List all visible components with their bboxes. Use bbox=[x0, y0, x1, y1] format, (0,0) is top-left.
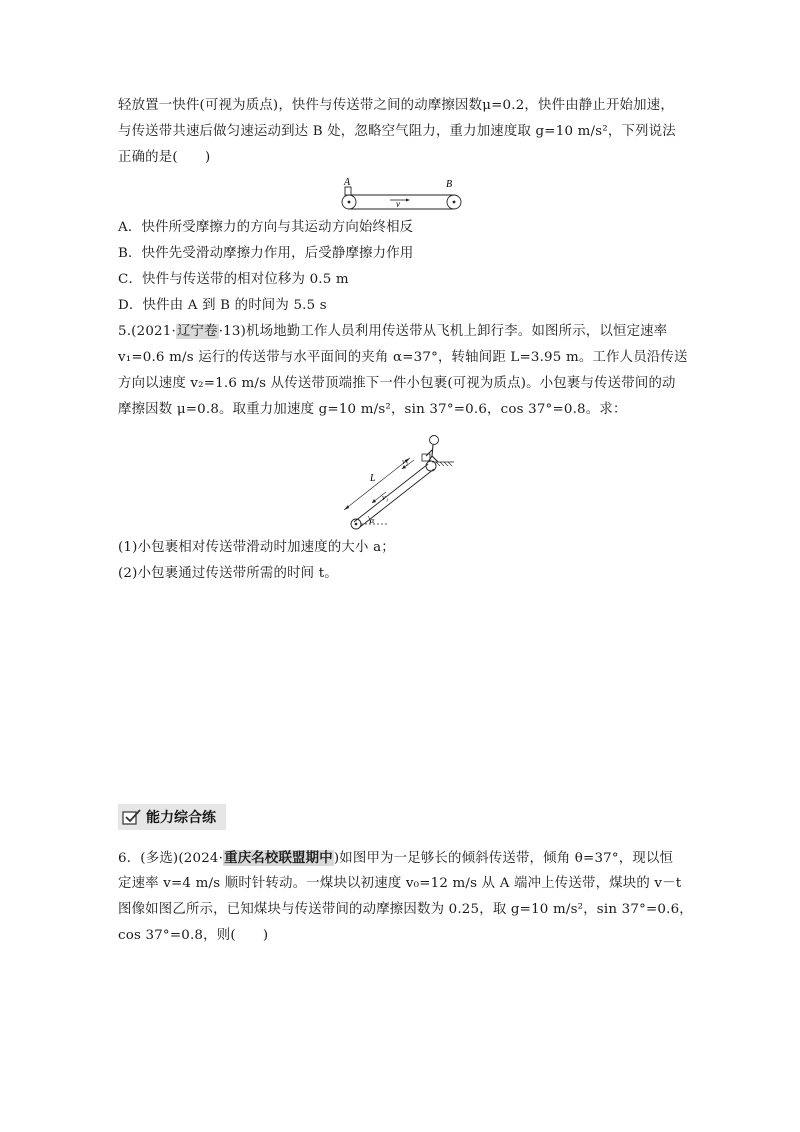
label-b: B bbox=[446, 179, 453, 190]
q5-text-line-3: 方向以速度 v₂=1.6 m/s 从传送带顶端推下一件小包裹(可视为质点)。小包裹与传送带间的动 bbox=[118, 376, 676, 391]
label-a: A bbox=[344, 177, 351, 188]
label-v1: v₁ bbox=[382, 493, 389, 502]
q5-sub-question-2: (2)小包裹通过传送带所需的时间 t。 bbox=[118, 566, 338, 581]
q6-text-line-3: 图像如图乙所示，已知煤块与传送带间的动摩擦因数为 0.25，取 g=10 m/s²，sin 37°=0.6， bbox=[118, 902, 693, 917]
q5-text-line-2: v₁=0.6 m/s 运行的传送带与水平面间的夹角 α=37°，转轴间距 L=3.95 m。工作人员沿传送 bbox=[118, 350, 688, 365]
q4-conveyor-figure bbox=[338, 174, 468, 214]
q6-source-highlight: 重庆名校联盟期中 bbox=[224, 850, 333, 866]
q4-text-line-1: 轻放置一快件(可视为质点)，快件与传送带之间的动摩擦因数μ=0.2，快件由静止开始加速， bbox=[118, 98, 674, 113]
section-title: 能力综合练 bbox=[146, 810, 216, 826]
label-alpha: α bbox=[370, 516, 375, 525]
q6-text-line-1: 6．(多选)(2024·重庆名校联盟期中)如图甲为一足够长的倾斜传送带，倾角 θ=37°，现以恒 bbox=[118, 850, 674, 866]
q6-text-line-2: 定速率 v=4 m/s 顺时针转动。一煤块以初速度 v₀=12 m/s 从 A 端冲上传送带，煤块的 v－t bbox=[118, 876, 682, 891]
q4-text-line-2: 与传送带共速后做匀速运动到达 B 处，忽略空气阻力，重力加速度取 g=10 m/s²，下列说法 bbox=[118, 124, 676, 139]
q4-text-line-3: 正确的是( ) bbox=[118, 150, 211, 165]
top-roller bbox=[426, 461, 436, 471]
q4-option-a: A．快件所受摩擦力的方向与其运动方向始终相反 bbox=[118, 220, 414, 235]
worker-head bbox=[430, 436, 439, 445]
q4-option-b: B．快件先受滑动摩擦力作用，后受静摩擦力作用 bbox=[118, 246, 414, 261]
section-header bbox=[118, 804, 226, 830]
q5-text-line-1: 5.(2021·辽宁卷·13)机场地勤工作人员利用传送带从飞机上卸行李。如图所示，以恒定速率 bbox=[118, 324, 668, 339]
q5-inclined-conveyor-figure bbox=[336, 428, 466, 534]
q4-option-d: D．快件由 A 到 B 的时间为 5.5 s bbox=[118, 298, 327, 313]
q6-text-line-4: cos 37°=0.8，则( ) bbox=[118, 928, 269, 943]
q4-option-c: C．快件与传送带的相对位移为 0.5 m bbox=[118, 272, 349, 287]
check-box-icon bbox=[122, 808, 142, 826]
label-l: L bbox=[370, 473, 376, 484]
label-v: v bbox=[396, 199, 400, 209]
q5-source-highlight: 辽宁卷 bbox=[176, 324, 218, 339]
package-a-box bbox=[345, 187, 351, 195]
q5-sub-question-1: (1)小包裹相对传送带滑动时加速度的大小 a； bbox=[118, 540, 395, 555]
q5-text-line-4: 摩擦因数 μ=0.8。取重力加速度 g=10 m/s²，sin 37°=0.6，cos 37°=0.8。求： bbox=[118, 402, 627, 417]
length-line bbox=[344, 458, 410, 510]
label-v2: v₂ bbox=[402, 457, 409, 466]
